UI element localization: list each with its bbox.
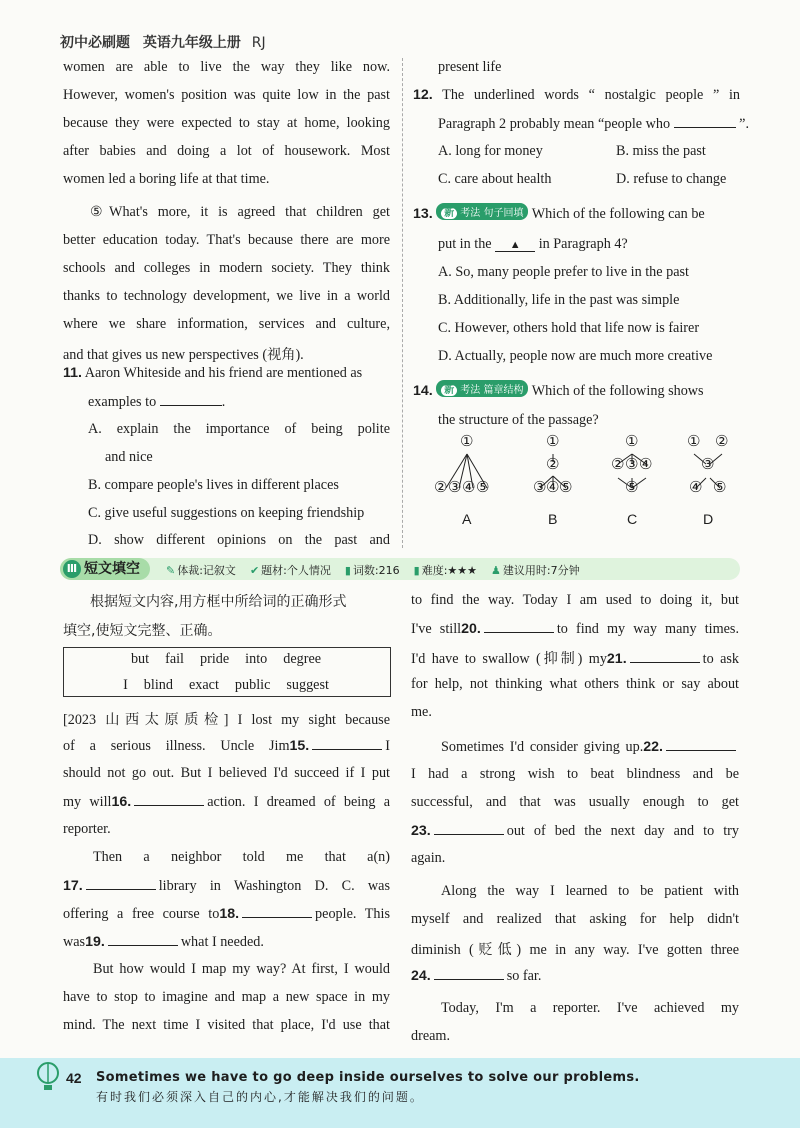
passage-line: ⑤What's more, it is agreed that children get: [90, 204, 390, 220]
blank-number: 22.: [643, 739, 663, 755]
blank-line: [434, 967, 504, 980]
cloze-line: [63, 905, 390, 923]
header-book: 初中必刷题: [60, 35, 130, 51]
word-box-word: but: [130, 651, 150, 667]
q11-stem: 11. Aaron Whiteside and his friend are mentioned as: [63, 365, 363, 381]
diagram-node: ⑤: [559, 478, 573, 496]
blank-number: 16.: [111, 794, 132, 810]
diagram-node: ①: [460, 432, 474, 450]
diagram-label: D: [703, 512, 714, 528]
meta-icon: ♟: [491, 564, 501, 577]
word-box-word: suggest: [286, 677, 329, 693]
triangle-icon: ▲: [495, 239, 535, 252]
q11-option-c: C. give useful suggestions on keeping friendship: [88, 505, 365, 521]
cloze-text: Today, I'm a reporter. I've achieved my: [441, 1000, 739, 1016]
cloze-text: Along the way I learned to be patient with: [441, 883, 739, 899]
passage-line: schools and colleges in modern society. They think: [63, 260, 390, 276]
cloze-text: [2023 山西太原质检] I lost my sight because: [63, 712, 390, 728]
q14-stem: 14. 新 考法 篇章结构 Which of the following shows: [413, 380, 704, 400]
cloze-line: [411, 766, 739, 783]
blank-line: [312, 737, 382, 750]
cloze-text: should not go out. But I believed I'd succeed if I put: [63, 765, 390, 781]
word-box-word: pride: [200, 651, 230, 667]
blank-line: [242, 905, 312, 918]
cloze-line: [63, 709, 390, 729]
q11-option-a2: and nice: [105, 449, 153, 465]
diagram-label: A: [462, 512, 472, 528]
passage-line: thanks to technology development, we live in a world: [63, 288, 390, 304]
cloze-text: I: [385, 738, 390, 754]
footer-quote-en: Sometimes we have to go deep inside ourselves to solve our problems.: [96, 1070, 640, 1085]
q11-stem2: examples to .: [88, 394, 226, 410]
cloze-line: [63, 765, 390, 782]
q11-option-d-cont: present life: [438, 59, 502, 75]
diagram-node: ④: [546, 478, 560, 496]
diagram-node: ②: [715, 432, 729, 450]
blank-number: 21.: [606, 651, 627, 667]
blank-number: 19.: [85, 934, 105, 950]
q11-option-d: D. show different opinions on the past and: [88, 532, 390, 548]
meta-icon: ✔: [249, 564, 260, 577]
cloze-text: what I needed.: [180, 934, 264, 950]
cloze-line: [411, 967, 739, 985]
cloze-text: to ask: [702, 651, 739, 667]
cloze-line: [93, 849, 390, 866]
blank-number: 23.: [411, 823, 431, 839]
section-title-box: [60, 558, 150, 580]
section-meta: [166, 562, 594, 578]
cloze-text: of a serious illness. Uncle Jim: [63, 738, 290, 754]
cloze-line: [411, 822, 739, 840]
section-meta-item: [166, 564, 236, 577]
section-meta-item: [491, 564, 580, 577]
cloze-line: [63, 737, 390, 755]
new-method-tag: 新 考法 篇章结构: [436, 380, 528, 397]
word-box-word: degree: [283, 651, 322, 667]
meta-text: 难度:★★★: [421, 564, 477, 577]
diagram-node: ①: [687, 432, 701, 450]
diagram-node: ①: [546, 432, 560, 450]
cloze-text: again.: [411, 850, 446, 866]
cloze-text: I had a strong wish to beat blindness and be: [411, 766, 739, 782]
passage-line: better education today. That's because there are more: [63, 232, 390, 248]
q13-stem2: put in the ▲ in Paragraph 4?: [438, 236, 628, 252]
passage-line: because they were expected to stay at home, looking: [63, 115, 390, 131]
cloze-line: [411, 648, 739, 668]
page-number: 42: [66, 1070, 82, 1086]
word-box-word: public: [234, 677, 271, 693]
new-method-tag: 新 考法 句子回填: [436, 203, 528, 220]
word-box-word: I: [123, 677, 128, 693]
q14-stem2: the structure of the passage?: [438, 412, 599, 428]
cloze-text: offering a free course to: [63, 906, 220, 922]
column-divider: [402, 58, 403, 548]
cloze-text: so far.: [506, 968, 542, 984]
cloze-line: [63, 1017, 390, 1034]
diagram-node: ③: [448, 478, 462, 496]
cloze-line: [411, 794, 739, 811]
diagram-node: ②: [611, 455, 625, 473]
cloze-text: mind. The next time I visited that place, I'd use that: [63, 1017, 390, 1033]
cloze-text: But how would I map my way? At first, I would: [93, 961, 390, 977]
diagram-node: ③: [533, 478, 547, 496]
cloze-line: [63, 989, 390, 1006]
meta-text: 建议用时:7分钟: [502, 564, 580, 577]
passage-line: However, women's position was quite low in the past: [63, 87, 390, 103]
cloze-line: [411, 1028, 739, 1045]
q11-option-a: A. explain the importance of being polite: [88, 421, 390, 437]
q12-option-a: A. long for money: [438, 143, 543, 159]
cloze-line: [441, 1000, 739, 1017]
word-box-word: fail: [165, 651, 184, 667]
cloze-text: dream.: [411, 1028, 450, 1044]
blank-line: [134, 793, 204, 806]
cloze-line: [411, 911, 739, 928]
cloze-text: I'd have to swallow (抑制) my: [411, 651, 607, 667]
diagram-node: ①: [625, 432, 639, 450]
header-subject: 英语九年级上册: [142, 35, 241, 51]
cloze-line: [63, 933, 390, 951]
cloze-text: diminish (贬低) me in any way. I've gotten three: [411, 942, 739, 958]
cloze-line: [411, 939, 739, 959]
q13-option-b: B. Additionally, life in the past was simple: [438, 292, 680, 308]
header-edition: RJ: [251, 35, 266, 51]
diagram-node: ③: [625, 455, 639, 473]
blank-line: [666, 738, 736, 751]
diagram-node: ⑤: [713, 478, 727, 496]
q13-option-a: A. So, many people prefer to live in the past: [438, 264, 689, 280]
word-box-row-2: [63, 677, 389, 694]
section-title: 短文填空: [84, 561, 140, 577]
cloze-text: library in Washington D. C. was: [158, 878, 390, 894]
cloze-text: for help, not thinking what others think or say about: [411, 676, 739, 692]
cloze-line: [441, 883, 739, 900]
cloze-text: people. This: [315, 906, 390, 922]
diagram-node: ④: [462, 478, 476, 496]
blank-line: [86, 877, 156, 890]
diagram-node: ④: [639, 455, 653, 473]
section-meta-item: [414, 564, 477, 577]
word-box-word: blind: [143, 677, 173, 693]
cloze-text: have to stop to imagine and map a new space in my: [63, 989, 390, 1005]
meta-text: 词数:216: [352, 564, 400, 577]
cloze-instruction-1: 根据短文内容,用方框中所给词的正确形式: [90, 594, 347, 610]
blank-number: 17.: [63, 878, 83, 894]
cloze-line: [441, 738, 739, 756]
cloze-text: Sometimes I'd consider giving up.: [441, 739, 644, 755]
diagram-node: ⑤: [476, 478, 490, 496]
q12-option-c: C. care about health: [438, 171, 552, 187]
word-box-word: into: [245, 651, 268, 667]
cloze-text: myself and realized that asking for help didn't: [411, 911, 739, 927]
passage-line: and that gives us new perspectives (视角).: [63, 347, 304, 363]
blank-number: 20.: [461, 621, 481, 637]
section-meta-item: [250, 564, 331, 577]
meta-icon: ▮: [413, 564, 420, 577]
q11-option-b: B. compare people's lives in different places: [88, 477, 339, 493]
blank-number: 15.: [289, 738, 310, 754]
cloze-text: was: [63, 934, 86, 950]
diagram-node: ④: [689, 478, 703, 496]
cloze-text: successful, and that was usually enough to get: [411, 794, 739, 810]
cloze-line: [411, 850, 739, 867]
cloze-text: me.: [411, 704, 432, 720]
cloze-text: out of bed the next day and to try: [506, 823, 739, 839]
q13-option-c: C. However, others hold that life now is fairer: [438, 320, 700, 336]
q12-stem: 12. The underlined words “ nostalgic people ” in: [413, 87, 741, 103]
hot-air-balloon-icon: [34, 1062, 62, 1092]
q13-option-d: D. Actually, people now are much more creative: [438, 348, 713, 364]
cloze-text: reporter.: [63, 821, 111, 837]
diagram-node: ⑤: [625, 478, 639, 496]
cloze-line: [63, 821, 390, 838]
blank-number: 18.: [219, 906, 240, 922]
diagram-node: ②: [434, 478, 448, 496]
cloze-line: [63, 793, 390, 811]
cloze-text: action. I dreamed of being a: [207, 794, 390, 810]
diagram-label: B: [548, 512, 558, 528]
cloze-line: [63, 877, 390, 895]
passage-line: women led a boring life at that time.: [63, 171, 270, 187]
cloze-line: [411, 704, 739, 721]
passage-line: where we share information, services and culture,: [63, 316, 390, 332]
footer-quote-zh: 有时我们必须深入自己的内心,才能解决我们的问题。: [96, 1090, 424, 1104]
cloze-text: I've still: [411, 621, 462, 637]
cloze-text: to find my way many times.: [556, 621, 739, 637]
q12-option-d: D. refuse to change: [616, 171, 727, 187]
blank-number: 24.: [411, 968, 431, 984]
blank-line: [484, 620, 554, 633]
cloze-text: Then a neighbor told me that a(n): [93, 849, 390, 865]
meta-icon: ✎: [166, 564, 176, 577]
cloze-line: [411, 592, 739, 609]
cloze-line: [411, 676, 739, 693]
diagram-label: C: [627, 512, 638, 528]
q12-stem2: Paragraph 2 probably mean “people who ”.: [438, 116, 749, 132]
page-header: [60, 32, 266, 52]
meta-text: 体裁:记叙文: [177, 564, 236, 577]
word-box-row-1: [63, 651, 389, 668]
q12-option-b: B. miss the past: [616, 143, 706, 159]
cloze-text: to find the way. Today I am used to doing it, but: [411, 592, 739, 608]
passage-line: women are able to live the way they like now.: [63, 59, 390, 75]
passage-line: after babies and doing a lot of housework. Most: [63, 143, 390, 159]
diagram-node: ③: [701, 455, 715, 473]
cloze-instruction-2: 填空,使短文完整、正确。: [63, 623, 222, 639]
cloze-line: [411, 620, 739, 638]
diagram-node: ②: [546, 455, 560, 473]
section-meta-item: [345, 564, 400, 577]
word-box-word: exact: [188, 677, 219, 693]
meta-icon: ▮: [344, 564, 351, 577]
blank-line: [108, 933, 178, 946]
blank-line: [630, 650, 700, 663]
blank-line: [434, 822, 504, 835]
section-roman: Ⅲ: [63, 560, 81, 578]
cloze-text: my will: [63, 794, 112, 810]
q13-stem: 13. 新 考法 句子回填 Which of the following can be: [413, 203, 705, 223]
meta-text: 题材:个人情况: [261, 564, 331, 577]
cloze-line: [93, 961, 390, 978]
